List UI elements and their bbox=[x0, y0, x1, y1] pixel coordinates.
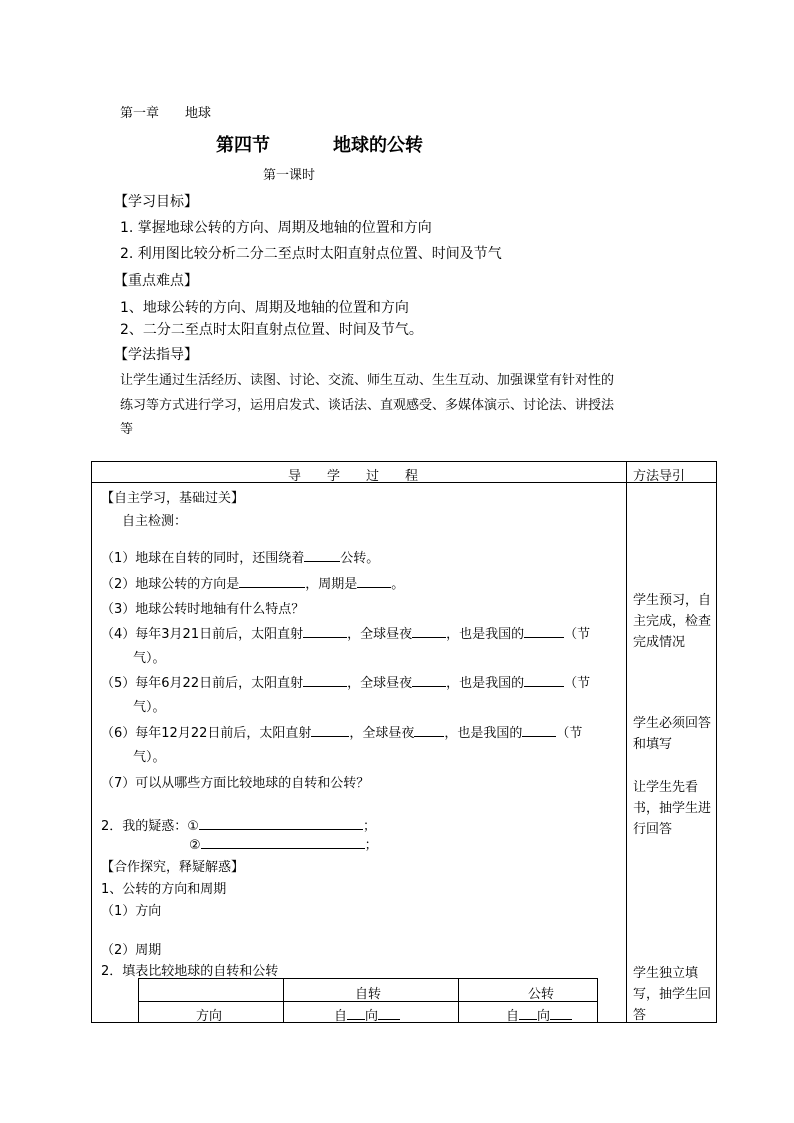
method-line-2: 练习等方式进行学习，运用启发式、谈话法、直观感受、多媒体演示、讨论法、讲授法 bbox=[120, 398, 615, 413]
lesson-label: 第一课时 bbox=[263, 168, 316, 183]
explore-item-1a: （1）方向 bbox=[101, 904, 162, 919]
method-line-1: 让学生通过生活经历、读图、讨论、交流、师生互动、生生互动、加强课堂有针对性的 bbox=[120, 373, 615, 388]
question-4: （4）每年3月21日前后，太阳直射 ，全球昼夜 ，也是我国的 （节 bbox=[101, 627, 591, 642]
question-3: （3）地球公转时地轴有什么特点？ bbox=[101, 602, 305, 617]
question-2: （2）地球公转的方向是 ，周期是 。 bbox=[101, 577, 405, 592]
doubt-blank-1[interactable] bbox=[199, 828, 363, 830]
explore-item-1b: （2）周期 bbox=[101, 943, 162, 958]
doubts-line-2: ② ； bbox=[189, 838, 378, 853]
keypoint-item-2: 2、二分二至点时太阳直射点位置、时间及节气。 bbox=[120, 322, 423, 338]
self-study-heading: 【自主学习，基础过关】 bbox=[101, 491, 245, 506]
answer-blank[interactable] bbox=[303, 685, 347, 687]
comparison-row-label: 方向 bbox=[196, 1009, 223, 1024]
guide-table bbox=[91, 461, 717, 1023]
doubts-line-1: 2．我的疑惑：① ； bbox=[101, 819, 376, 834]
answer-blank[interactable] bbox=[524, 685, 564, 687]
question-5-cont: 气）。 bbox=[133, 700, 166, 715]
doubt-blank-2[interactable] bbox=[201, 847, 365, 849]
side-note-2: 学生必须回答和填写 bbox=[633, 716, 712, 752]
question-6-cont: 气）。 bbox=[133, 750, 166, 765]
comparison-rotation-cell: 自 向 bbox=[334, 1005, 400, 1024]
col-header-method: 方法导引 bbox=[633, 469, 686, 484]
chapter-title: 第一章 地球 bbox=[120, 106, 212, 121]
explore-item-1: 1、公转的方向和周期 bbox=[101, 882, 227, 897]
comparison-header-revolution: 公转 bbox=[528, 987, 555, 1002]
self-check-label: 自主检测： bbox=[122, 514, 188, 529]
side-note-4: 学生独立填写，抽学生回答 bbox=[633, 966, 712, 1023]
question-6: （6）每年12月22日前后，太阳直射 ，全球昼夜 ，也是我国的 （节 bbox=[101, 726, 583, 741]
answer-blank[interactable] bbox=[311, 735, 349, 737]
keypoints-heading: 【重点难点】 bbox=[114, 273, 198, 289]
answer-blank[interactable] bbox=[357, 586, 391, 588]
answer-blank[interactable] bbox=[550, 1018, 572, 1020]
answer-blank[interactable] bbox=[519, 1018, 537, 1020]
col-header-process: 导 学 过 程 bbox=[288, 469, 419, 484]
answer-blank[interactable] bbox=[412, 685, 446, 687]
answer-blank[interactable] bbox=[412, 636, 446, 638]
answer-blank[interactable] bbox=[524, 636, 564, 638]
answer-blank[interactable] bbox=[522, 735, 556, 737]
answer-blank[interactable] bbox=[303, 636, 347, 638]
answer-blank[interactable] bbox=[378, 1018, 400, 1020]
question-4-cont: 气）。 bbox=[133, 651, 166, 666]
answer-blank[interactable] bbox=[414, 735, 444, 737]
goal-item-1: 1. 掌握地球公转的方向、周期及地轴的位置和方向 bbox=[120, 220, 432, 236]
table-column-divider bbox=[626, 461, 627, 1023]
question-7: （7）可以从哪些方面比较地球的自转和公转？ bbox=[101, 776, 370, 791]
explore-heading: 【合作探究，释疑解惑】 bbox=[101, 860, 245, 875]
answer-blank[interactable] bbox=[347, 1018, 365, 1020]
comparison-header-rotation: 自转 bbox=[355, 987, 382, 1002]
section-number: 第四节 bbox=[216, 135, 270, 156]
comparison-revolution-cell: 自 向 bbox=[506, 1005, 572, 1024]
side-note-3: 让学生先看书，抽学生进行回答 bbox=[633, 780, 712, 837]
method-heading: 【学法指导】 bbox=[114, 347, 198, 363]
method-line-3: 等 bbox=[120, 422, 134, 437]
side-note-1: 学生预习，自主完成，检查完成情况 bbox=[633, 593, 712, 650]
goal-item-2: 2. 利用图比较分析二分二至点时太阳直射点位置、时间及节气 bbox=[120, 246, 502, 262]
answer-blank[interactable] bbox=[239, 586, 305, 588]
question-5: （5）每年6月22日前后，太阳直射 ，全球昼夜 ，也是我国的 （节 bbox=[101, 676, 591, 691]
keypoint-item-1: 1、地球公转的方向、周期及地轴的位置和方向 bbox=[120, 300, 409, 316]
question-1: （1）地球在自转的同时，还围绕着 公转。 bbox=[101, 551, 380, 566]
goals-heading: 【学习目标】 bbox=[114, 194, 198, 210]
explore-item-2: 2．填表比较地球的自转和公转 bbox=[101, 964, 279, 979]
section-title: 地球的公转 bbox=[333, 135, 423, 156]
answer-blank[interactable] bbox=[304, 560, 340, 562]
